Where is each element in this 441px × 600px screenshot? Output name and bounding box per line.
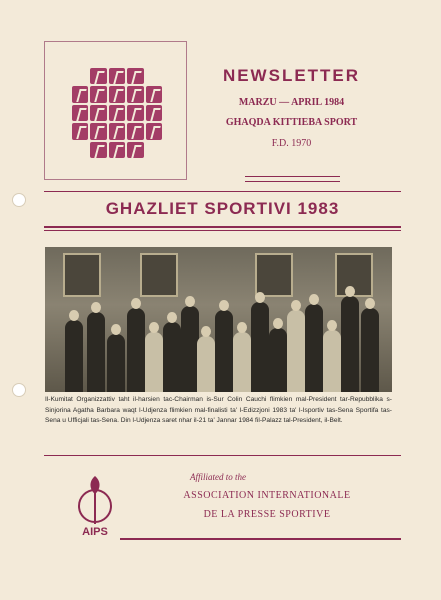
aips-logo [70,472,120,540]
rule-top [44,191,401,192]
rule-above-footer [44,455,401,456]
headline: GHAZLIET SPORTIVI 1983 [105,199,340,218]
punch-hole-bottom [12,383,26,397]
affiliated-label: Affiliated to the [190,472,246,482]
organization-name: GHAQDA KITTIEBA SPORT [225,117,358,128]
rule-bottom [120,538,401,540]
group-photo [45,247,392,392]
aips-logo-text: AIPS [82,526,108,538]
founded-date: F.D. 1970 [271,138,312,149]
ornament-divider [245,176,340,182]
newsletter-title: NEWSLETTER [222,66,361,85]
punch-hole-top [12,193,26,207]
sport-pictogram-grid-icon [72,68,162,158]
rule-under-headline-thin [44,230,401,231]
photo-caption: Il-Kumitat Organizzattiv taht il-harsien tac-Chairman is-Sur Colin Cauchi flimkien mal-President tar-Repubblika s-Sinjorina Agatha Barbara waqt l-Udjenza flimkien mal-finalisti ta' l-Edizzjoni 1983 ta' l-Isportiv tas-Sena Sportifa tas-Sena u Ufficjali tas-Sena. Din l-Udjenza saret nhar il-21 ta' Jannar 1984 fil-Palazz tal-President, il-Belt. [45,396,392,424]
issue-date: MARZU — APRIL 1984 [238,97,345,108]
association-name-line2: DE LA PRESSE SPORTIVE [203,509,331,520]
association-name-line1: ASSOCIATION INTERNATIONALE [183,490,351,501]
rule-under-headline [44,226,401,228]
